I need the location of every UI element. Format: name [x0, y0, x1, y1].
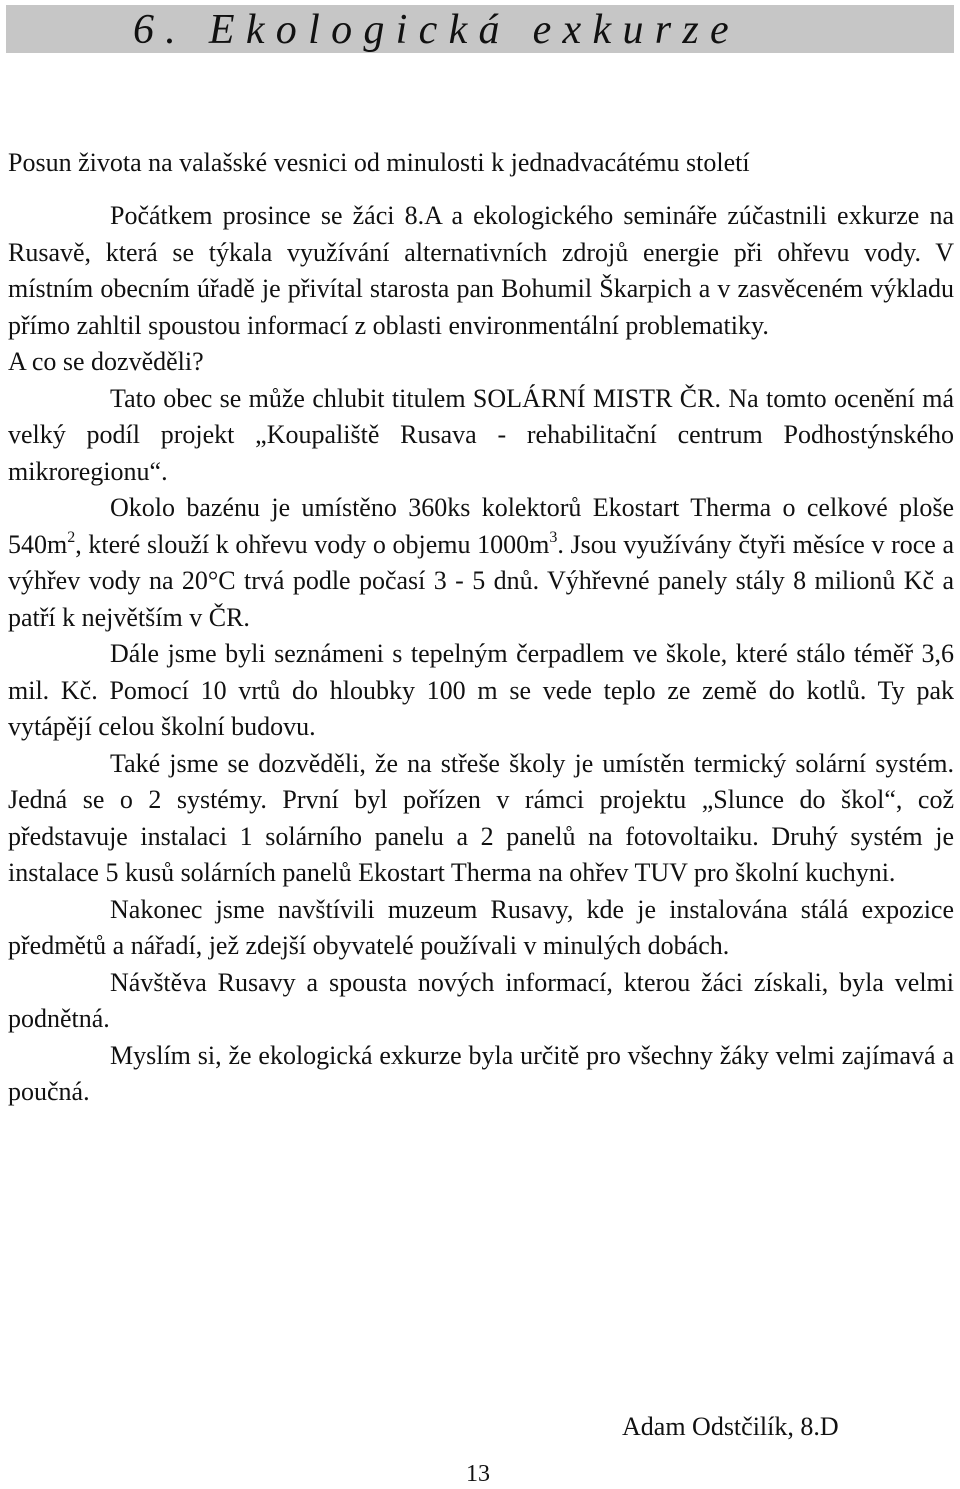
- page-number: 13: [466, 1461, 490, 1487]
- paragraph-intro: Počátkem prosince se žáci 8.A a ekologického semináře zúčastnili exkurze na Rusavě, která se týkala využívání alternativních zdrojů energie při ohřevu vody. V místním obecním úřadě je přivítal starosta pan Bohumil Škarpich a v zasvěceném výkladu přímo zahltil spoustou informací z oblasti environmentální problematiky.: [8, 201, 954, 340]
- paragraph-pool-collectors: [8, 490, 954, 636]
- page-title: 6. Ekologická exkurze: [133, 7, 740, 53]
- pool-text-part2: , které slouží k ohřevu vody o objemu 1000m: [75, 529, 550, 559]
- paragraph-school-solar: Také jsme se dozvěděli, že na střeše školy je umístěn termický solární systém. Jedná se o 2 systémy. První byl pořízen v rámci projektu „Slunce do škol“, což představuje instalaci 1 solárního panelu a 2 panelů na fotovoltaiku. Druhý systém je instalace 5 kusů solárních panelů Ekostart Therma na ohřev TUV pro školní kuchyni.: [8, 748, 954, 887]
- paragraph-question: A co se dozvěděli?: [8, 347, 204, 376]
- paragraph-heat-pump: Dále jsme byli seznámeni s tepelným čerpadlem ve škole, které stálo téměř 3,6 mil. Kč. Pomocí 10 vrtů do hloubky 100 m se vede teplo ze země do kotlů. Ty pak vytápějí celou školní budovu.: [8, 639, 954, 741]
- volume-unit-superscript: 3: [549, 528, 558, 546]
- paragraph-visit-summary: Návštěva Rusavy a spousta nových informací, kterou žáci získali, byla velmi podnětná.: [8, 967, 954, 1033]
- paragraph-conclusion: Myslím si, že ekologická exkurze byla určitě pro všechny žáky velmi zajímavá a poučná.: [8, 1040, 954, 1106]
- article-subtitle: Posun života na valašské vesnici od minulosti k jednadvacátému století: [8, 148, 750, 177]
- area-unit-superscript: 2: [67, 528, 76, 546]
- pool-text-part3: . Jsou využívány čtyři měsíce v roce a výhřev vody na 20°C trvá podle počasí 3 - 5 dnů. Výhřevné panely stály 8 milionů Kč a patří k největším v ČR.: [8, 529, 955, 632]
- article-body: [8, 198, 954, 1111]
- article-author: Adam Odstčilík, 8.D: [622, 1412, 839, 1441]
- paragraph-museum: Nakonec jsme navštívili muzeum Rusavy, kde je instalována stálá expozice předmětů a nářadí, jež zdejší obyvatelé používali v minulých dobách.: [8, 894, 954, 960]
- title-bar: [6, 5, 954, 53]
- paragraph-solar-title: Tato obec se může chlubit titulem SOLÁRNÍ MISTR ČR. Na tomto ocenění má velký podíl projekt „Koupaliště Rusava - rehabilitační centrum Podhostýnského mikroregionu“.: [8, 383, 954, 486]
- pool-text-part1: Okolo bazénu je umístěno 360ks kolektorů Ekostart Therma o celkové ploše 540m: [8, 493, 954, 559]
